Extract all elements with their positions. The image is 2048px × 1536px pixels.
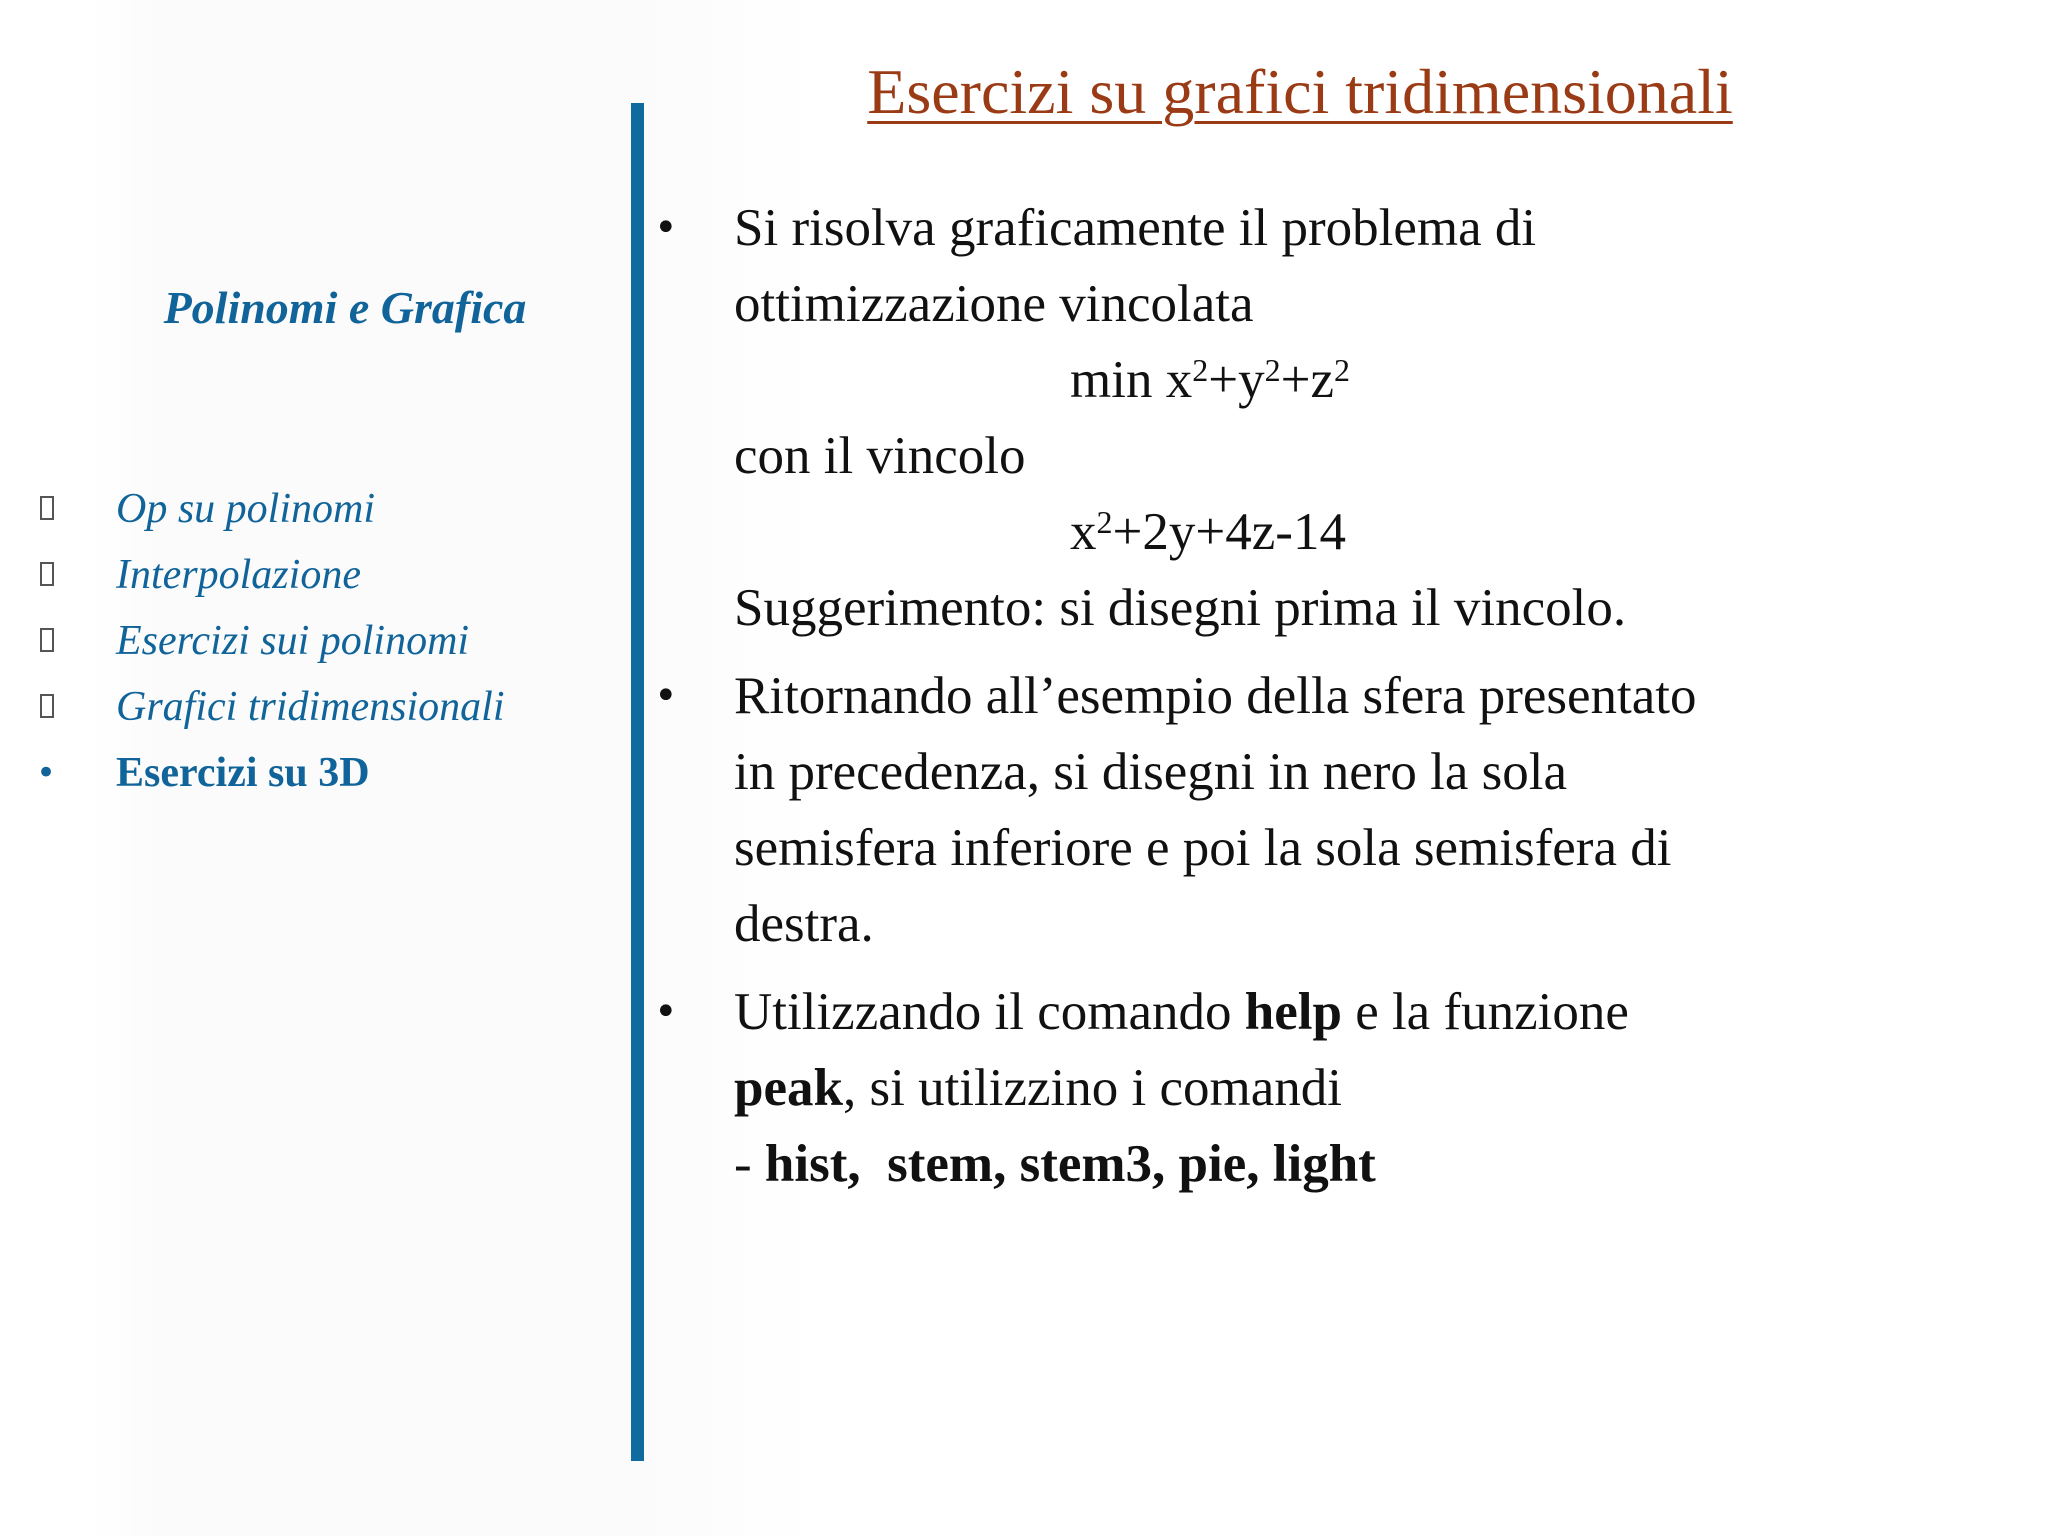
command-list: hist, stem, stem3, pie, light	[764, 1135, 1376, 1193]
nav-item-op-su-polinomi[interactable]	[36, 476, 616, 542]
nav-item-esercizi-sui-polinomi[interactable]	[36, 608, 616, 674]
text-line: Ritornando all’esempio della sfera presentato	[734, 667, 1697, 725]
exponent: 2	[1096, 504, 1113, 540]
formula-part: +2y+4z-14	[1112, 503, 1346, 561]
nav-item-label: Op su polinomi	[116, 486, 376, 532]
command-name: peak	[734, 1059, 843, 1117]
box-icon	[40, 562, 54, 586]
box-icon	[40, 496, 54, 520]
text-line	[734, 1050, 1954, 1126]
text-line: con il vincolo	[734, 427, 1026, 485]
nav-item-interpolazione[interactable]	[36, 542, 616, 608]
text-line: semisfera inferiore e poi la sola semisfera di	[734, 819, 1672, 877]
box-icon	[40, 694, 54, 718]
slide-content	[654, 190, 1954, 1202]
nav-item-label: Grafici tridimensionali	[116, 684, 505, 730]
slide-title: Esercizi su grafici tridimensionali	[867, 56, 1733, 127]
bullet-item	[654, 974, 1954, 1202]
bullet-marker: •	[654, 205, 678, 251]
text-line: Suggerimento: si disegni prima il vincolo.	[734, 579, 1627, 637]
constraint-formula	[734, 494, 1954, 570]
text-line: in precedenza, si disegni in nero la sola	[734, 743, 1567, 801]
nav-item-esercizi-su-3d[interactable]	[36, 740, 616, 806]
bullet-item	[654, 658, 1954, 962]
bullet-marker: •	[654, 673, 678, 719]
command-name: help	[1244, 983, 1342, 1041]
box-icon	[40, 628, 54, 652]
text-run: -	[734, 1135, 765, 1193]
vertical-divider	[631, 103, 644, 1461]
exponent: 2	[1264, 352, 1281, 388]
nav-item-label: Esercizi su 3D	[116, 750, 370, 796]
nav-item-label: Esercizi sui polinomi	[116, 618, 470, 664]
bullet-marker: •	[36, 753, 57, 793]
sidebar-nav	[36, 476, 616, 806]
bullet-marker: •	[654, 989, 678, 1035]
text-line	[734, 974, 1954, 1050]
section-title: Polinomi e Grafica	[163, 282, 527, 333]
text-run: Utilizzando il comando	[734, 983, 1245, 1041]
text-line	[734, 1126, 1954, 1202]
formula-part: +z	[1280, 351, 1335, 409]
formula-part: +y	[1208, 351, 1265, 409]
exponent: 2	[1192, 352, 1209, 388]
nav-item-label: Interpolazione	[116, 552, 361, 598]
bullet-item	[654, 190, 1954, 646]
text-line: Si risolva graficamente il problema di	[734, 199, 1537, 257]
text-run: e la funzione	[1341, 983, 1629, 1041]
nav-item-grafici-tridimensionali[interactable]	[36, 674, 616, 740]
text-run: , si utilizzino i comandi	[842, 1059, 1342, 1117]
text-line: ottimizzazione vincolata	[734, 275, 1254, 333]
formula-part: x	[1070, 503, 1097, 561]
text-line: destra.	[734, 895, 874, 953]
exponent: 2	[1334, 352, 1351, 388]
objective-formula	[734, 342, 1954, 418]
formula-part: min x	[1070, 351, 1193, 409]
